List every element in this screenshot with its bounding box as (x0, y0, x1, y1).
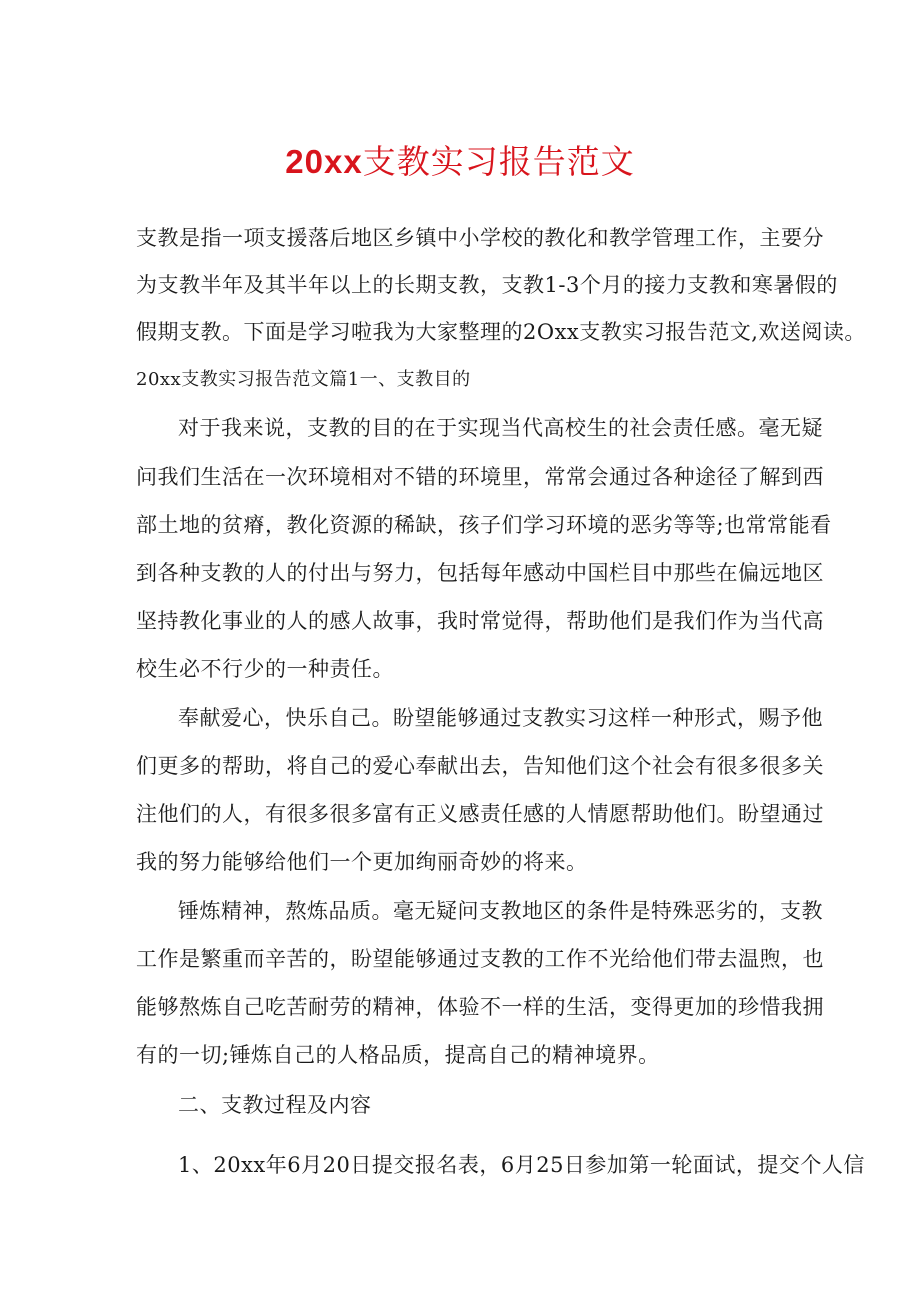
section-heading: 20xx支教实习报告范文篇1一、支教目的 (136, 369, 471, 390)
paragraph-line: 为支教半年及其半年以上的长期支教，支教1-3个月的接力支教和寒暑假的 (136, 273, 838, 297)
title-year: 20xx (285, 143, 363, 180)
document-title (0, 140, 920, 184)
paragraph-line: 锤炼精神，熬炼品质。毫无疑问支教地区的条件是特殊恶劣的，支教 (178, 899, 823, 923)
paragraph-line: 们更多的帮助，将自己的爱心奉献出去，告知他们这个社会有很多很多关 (136, 754, 824, 778)
paragraph-line: 坚持教化事业的人的感人故事，我时常觉得，帮助他们是我们作为当代高 (136, 609, 824, 633)
paragraph-line: 工作是繁重而辛苦的，盼望能够通过支教的工作不光给他们带去温煦，也 (136, 947, 824, 971)
paragraph-line: 支教是指一项支援落后地区乡镇中小学校的教化和教学管理工作，主要分 (136, 226, 824, 250)
paragraph-line: 问我们生活在一次环境相对不错的环境里，常常会通过各种途径了解到西 (136, 465, 824, 489)
title-text: 支教实习报告范文 (362, 142, 635, 181)
paragraph-line: 假期支教。下面是学习啦我为大家整理的2Oxx支教实习报告范文,欢送阅读。 (136, 320, 866, 344)
paragraph-line: 奉献爱心，快乐自己。盼望能够通过支教实习这样一种形式，赐予他 (178, 706, 823, 730)
paragraph-line: 有的一切;锤炼自己的人格品质，提高自己的精神境界。 (136, 1043, 660, 1067)
paragraph-line: 能够熬炼自己吃苦耐劳的精神，体验不一样的生活，变得更加的珍惜我拥 (136, 995, 824, 1019)
paragraph-line: 我的努力能够给他们一个更加绚丽奇妙的将来。 (136, 850, 588, 874)
paragraph-line: 注他们的人，有很多很多富有正义感责任感的人情愿帮助他们。盼望通过 (136, 802, 824, 826)
paragraph-line: 校生必不行少的一种责任。 (136, 657, 394, 681)
paragraph-line: 对于我来说，支教的目的在于实现当代高校生的社会责任感。毫无疑 (178, 416, 823, 440)
section-heading: 二、支教过程及内容 (178, 1093, 372, 1117)
paragraph-line: 1、20xx年6月20日提交报名表，6月25日参加第一轮面试，提交个人信 (178, 1153, 865, 1177)
paragraph-line: 部土地的贫瘠，教化资源的稀缺，孩子们学习环境的恶劣等等;也常常能看 (136, 513, 832, 537)
paragraph-line: 到各种支教的人的付出与努力，包括每年感动中国栏目中那些在偏远地区 (136, 561, 824, 585)
